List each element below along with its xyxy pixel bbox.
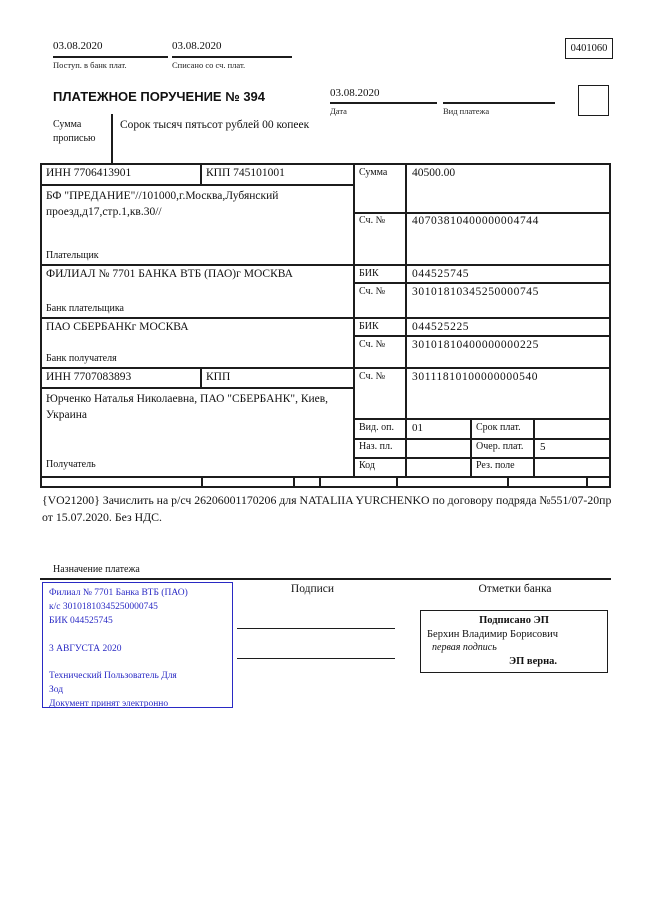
table-line bbox=[200, 367, 202, 388]
payer-account: 40703810400000004744 bbox=[412, 215, 539, 227]
payer-bank-bik-label: БИК bbox=[359, 268, 379, 279]
amount-in-words: Сорок тысяч пятьсот рублей 00 копеек bbox=[120, 119, 310, 131]
payee-bank-bik: 044525225 bbox=[412, 321, 470, 333]
code-label: Код bbox=[359, 460, 375, 471]
stamp-gap bbox=[49, 657, 226, 671]
document-date-label: Дата bbox=[330, 106, 347, 116]
stamp-gap bbox=[49, 629, 226, 643]
purpose-code-label: Наз. пл. bbox=[359, 441, 393, 452]
bank-acceptance-stamp bbox=[42, 582, 233, 708]
table-line bbox=[353, 163, 355, 477]
table-line bbox=[353, 335, 611, 337]
stamp-branch: Филиал № 7701 Банка ВТБ (ПАО) bbox=[49, 588, 188, 598]
amount-label: Сумма bbox=[359, 167, 388, 178]
payee-bank-label: Банк получателя bbox=[46, 353, 117, 364]
payee-name: Юрченко Наталья Николаевна, ПАО "СБЕРБАНК", Киев, Украина bbox=[46, 393, 329, 421]
signature-line-1 bbox=[237, 628, 395, 629]
stamp-corr-account: к/с 30101810345250000745 bbox=[49, 601, 158, 612]
date-received-label: Поступ. в банк плат. bbox=[53, 60, 127, 70]
payer-label: Плательщик bbox=[46, 250, 99, 261]
date-debited-account: 03.08.2020 bbox=[172, 40, 222, 52]
table-line bbox=[586, 476, 588, 487]
table-line bbox=[40, 387, 354, 389]
table-line bbox=[353, 457, 611, 459]
table-line bbox=[40, 264, 611, 266]
document-date-underline bbox=[330, 102, 437, 104]
amount-words-divider bbox=[111, 114, 113, 163]
table-line bbox=[609, 163, 611, 487]
signature-kind: первая подпись bbox=[432, 642, 497, 653]
payer-bank-name: ФИЛИАЛ № 7701 БАНКА ВТБ (ПАО)г МОСКВА bbox=[46, 268, 293, 280]
payee-bank-account: 30101810400000000225 bbox=[412, 339, 539, 351]
table-line bbox=[293, 476, 295, 487]
date-debited-label: Списано со сч. плат. bbox=[172, 60, 246, 70]
payee-bank-name: ПАО СБЕРБАНКг МОСКВА bbox=[46, 321, 189, 333]
document-date: 03.08.2020 bbox=[330, 87, 380, 99]
bank-marks-heading: Отметки банка bbox=[478, 583, 552, 595]
table-line bbox=[353, 418, 611, 420]
stamp-user-line1: Технический Пользователь Для bbox=[49, 671, 177, 682]
payer-account-label: Сч. № bbox=[359, 215, 386, 226]
payer-inn: ИНН 7706413901 bbox=[46, 167, 132, 179]
signed-ep-title: Подписано ЭП bbox=[479, 615, 549, 626]
bank-marks-box bbox=[420, 610, 608, 673]
payee-inn: ИНН 7707083893 bbox=[46, 371, 132, 383]
table-line bbox=[319, 476, 321, 487]
stamp-bik: БИК 044525745 bbox=[49, 615, 113, 626]
table-line bbox=[40, 184, 354, 186]
payer-bank-label: Банк плательщика bbox=[46, 303, 124, 314]
amount-words-label-2: прописью bbox=[53, 133, 96, 144]
table-line bbox=[40, 317, 611, 319]
table-line bbox=[533, 418, 535, 477]
op-type-label: Вид. оп. bbox=[359, 422, 394, 433]
date-debited-underline bbox=[172, 56, 292, 58]
table-line bbox=[405, 163, 407, 477]
reserve-field-label: Рез. поле bbox=[476, 460, 515, 471]
ep-verified: ЭП верна. bbox=[509, 655, 558, 667]
payee-account: 30111810100000000540 bbox=[412, 371, 539, 383]
payer-bank-account: 30101810345250000745 bbox=[412, 286, 539, 298]
payment-type-label: Вид платежа bbox=[443, 106, 490, 116]
payment-purpose-text: {VO21200} Зачислить на р/сч 26206001170206 для NATALIIA YURCHENKO по договору подряда №551/07-20пр от 15.07.2020. Без НДС. bbox=[42, 493, 612, 524]
amount-words-label-1: Сумма bbox=[53, 119, 82, 130]
table-line bbox=[40, 163, 42, 487]
table-line bbox=[40, 163, 611, 165]
signatures-heading: Подписи bbox=[290, 583, 335, 595]
amount-value: 40500.00 bbox=[412, 167, 456, 179]
purpose-underline bbox=[40, 578, 611, 580]
table-line bbox=[353, 282, 611, 284]
stamp-date: 3 АВГУСТА 2020 bbox=[49, 643, 122, 654]
table-line bbox=[353, 438, 611, 440]
table-line bbox=[40, 486, 611, 488]
table-line bbox=[507, 476, 509, 487]
payment-type-checkbox bbox=[578, 85, 609, 116]
payer-bank-bik: 044525745 bbox=[412, 268, 470, 280]
date-received-underline bbox=[53, 56, 168, 58]
form-code-box: 0401060 bbox=[565, 38, 613, 59]
stamp-accepted: Документ принят электронно bbox=[49, 699, 169, 710]
date-received-bank: 03.08.2020 bbox=[53, 40, 103, 52]
table-line bbox=[40, 476, 611, 478]
table-line bbox=[40, 367, 611, 369]
signer-name: Берхин Владимир Борисович bbox=[427, 628, 558, 640]
due-date-label: Срок плат. bbox=[476, 422, 521, 433]
payee-account-label: Сч. № bbox=[359, 371, 386, 382]
payee-label: Получатель bbox=[46, 459, 96, 470]
payment-purpose-label: Назначение платежа bbox=[53, 564, 140, 575]
signature-line-2 bbox=[237, 658, 395, 659]
payee-bank-bik-label: БИК bbox=[359, 321, 379, 332]
table-line bbox=[396, 476, 398, 487]
document-title: ПЛАТЕЖНОЕ ПОРУЧЕНИЕ № 394 bbox=[53, 89, 266, 104]
payer-kpp: КПП 745101001 bbox=[206, 167, 285, 179]
stamp-user-line2: Зод bbox=[49, 685, 64, 696]
payer-bank-account-label: Сч. № bbox=[359, 286, 386, 297]
op-type-value: 01 bbox=[412, 422, 423, 434]
payee-bank-account-label: Сч. № bbox=[359, 339, 386, 350]
priority-value: 5 bbox=[540, 441, 546, 453]
payee-kpp: КПП bbox=[206, 371, 231, 383]
priority-label: Очер. плат. bbox=[476, 441, 524, 452]
table-line bbox=[201, 476, 203, 487]
payment-type-underline bbox=[443, 102, 555, 104]
table-line bbox=[353, 212, 611, 214]
table-line bbox=[200, 163, 202, 185]
table-line bbox=[470, 418, 472, 477]
payer-name: БФ "ПРЕДАНИЕ"//101000,г.Москва,Лубянский проезд,д17,стр.1,кв.30// bbox=[46, 190, 279, 218]
